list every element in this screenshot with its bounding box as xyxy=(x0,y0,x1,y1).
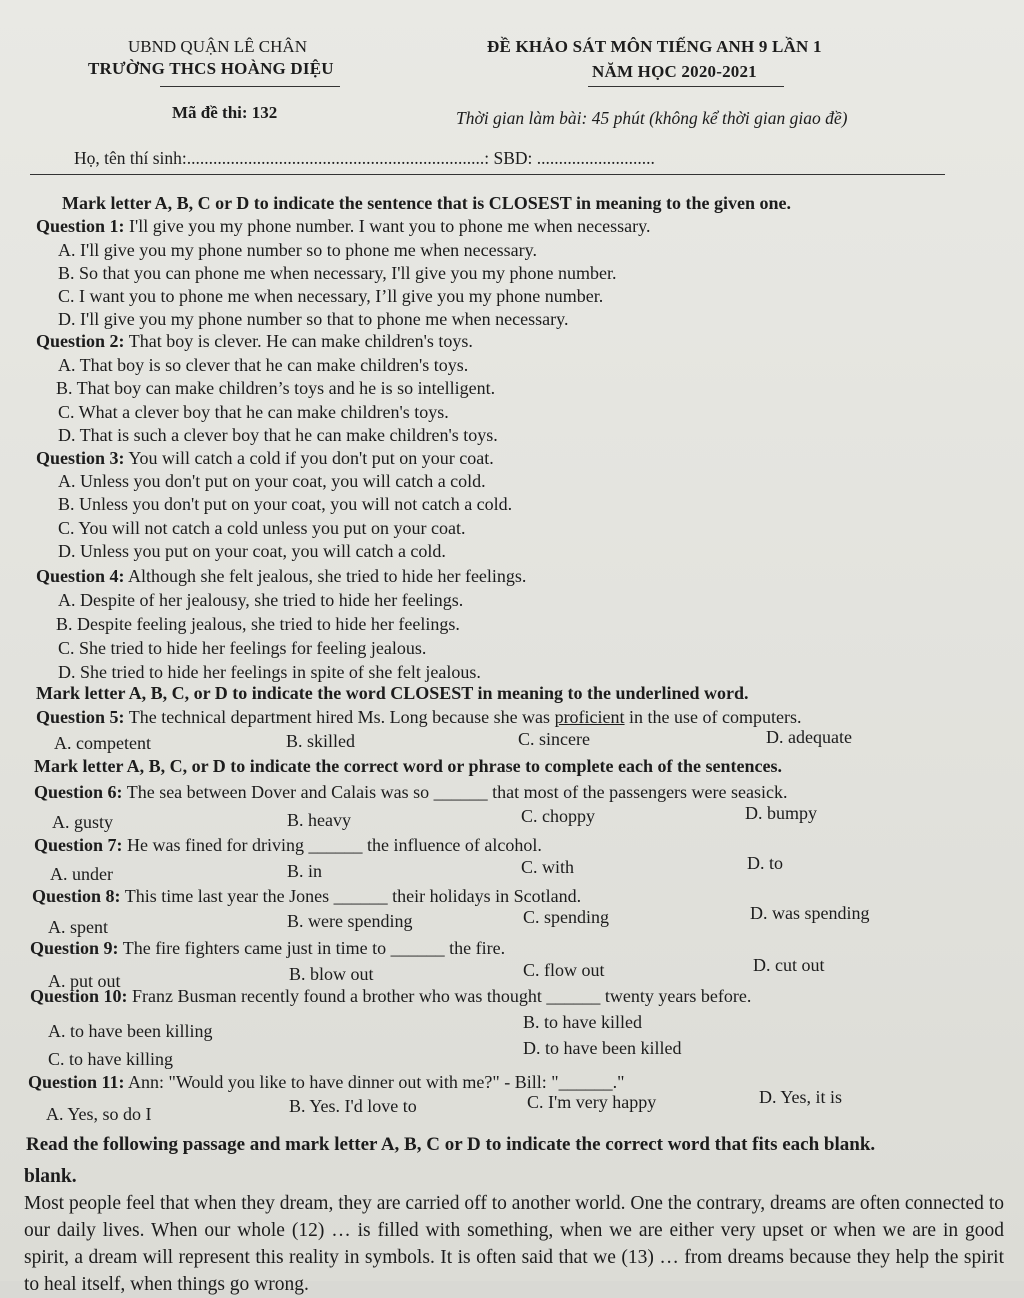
question-8: Question 8: This time last year the Jones ______ their holidays in Scotland. xyxy=(32,886,582,906)
option-1a[interactable]: A. I'll give you my phone number so to phone me when necessary. xyxy=(58,240,537,260)
option-10d[interactable]: D. to have been killed xyxy=(523,1038,682,1058)
option-4c[interactable]: C. She tried to hide her feelings for feeling jealous. xyxy=(58,638,427,658)
option-10c[interactable]: C. to have killing xyxy=(48,1049,173,1069)
question-9: Question 9: The fire fighters came just in time to ______ the fire. xyxy=(30,938,506,958)
option-2a[interactable]: A. That boy is so clever that he can make children's toys. xyxy=(58,355,469,375)
question-4: Question 4: Although she felt jealous, she tried to hide her feelings. xyxy=(36,566,527,586)
option-2c[interactable]: C. What a clever boy that he can make children's toys. xyxy=(58,402,449,422)
option-2d[interactable]: D. That is such a clever boy that he can make children's toys. xyxy=(58,425,498,445)
option-4a[interactable]: A. Despite of her jealousy, she tried to hide her feelings. xyxy=(58,590,464,610)
passage-heading-tail: blank. xyxy=(24,1166,77,1187)
option-10b[interactable]: B. to have killed xyxy=(523,1012,642,1032)
option-3a[interactable]: A. Unless you don't put on your coat, you will catch a cold. xyxy=(58,471,486,491)
section-instruction: Mark letter A, B, C, or D to indicate the correct word or phrase to complete each of the sentences. xyxy=(34,756,782,776)
question-11: Question 11: Ann: "Would you like to have dinner out with me?" - Bill: "______." xyxy=(28,1072,625,1092)
option-11a[interactable]: A. Yes, so do I xyxy=(46,1104,152,1124)
option-6b[interactable]: B. heavy xyxy=(287,810,351,830)
candidate-line: Họ, tên thí sinh:....................................................................: SBD: ........................... xyxy=(74,148,655,168)
option-7d[interactable]: D. to xyxy=(747,853,783,873)
department-name: UBND QUẬN LÊ CHÂN xyxy=(128,37,307,56)
option-5c[interactable]: C. sincere xyxy=(518,729,590,749)
option-9b[interactable]: B. blow out xyxy=(289,964,374,984)
question-1: Question 1: I'll give you my phone number. I want you to phone me when necessary. xyxy=(36,216,651,236)
option-8c[interactable]: C. spending xyxy=(523,907,610,927)
option-8a[interactable]: A. spent xyxy=(48,917,108,937)
underlined-word: proficient xyxy=(554,707,625,727)
option-6a[interactable]: A. gusty xyxy=(52,812,114,832)
exam-code: Mã đề thi: 132 xyxy=(172,103,278,122)
section-instruction: Mark letter A, B, C or D to indicate the sentence that is CLOSEST in meaning to the given one. xyxy=(62,193,791,213)
divider xyxy=(588,86,784,87)
section-instruction: Read the following passage and mark letter A, B, C or D to indicate the correct word that fits each blank. xyxy=(26,1134,876,1155)
option-11b[interactable]: B. Yes. I'd love to xyxy=(289,1096,417,1116)
passage-text: Most people feel that when they dream, they are carried off to another world. One the contrary, dreams are often connected to our daily lives. When our whole (12) … is filled with something, when we are either very upset or when we are in good spirit, a dream will represent this reality in symbols. It is often said that we (13) … from dreams because they help the spirit to heal itself, when things go wrong. xyxy=(24,1193,1004,1295)
option-11d[interactable]: D. Yes, it is xyxy=(759,1087,843,1107)
question-10: Question 10: Franz Busman recently found a brother who was thought ______ twenty years before. xyxy=(30,986,752,1006)
option-1c[interactable]: C. I want you to phone me when necessary, I’ll give you my phone number. xyxy=(58,286,604,306)
section-instruction: Mark letter A, B, C, or D to indicate the word CLOSEST in meaning to the underlined word. xyxy=(36,683,749,703)
option-11c[interactable]: C. I'm very happy xyxy=(527,1092,657,1112)
question-3: Question 3: You will catch a cold if you don't put on your coat. xyxy=(36,448,494,468)
divider xyxy=(160,86,340,87)
option-7a[interactable]: A. under xyxy=(50,864,113,884)
time-note: Thời gian làm bài: 45 phút (không kể thời gian giao đề) xyxy=(456,108,848,128)
option-8d[interactable]: D. was spending xyxy=(750,903,870,923)
option-7b[interactable]: B. in xyxy=(287,861,323,881)
option-4d[interactable]: D. She tried to hide her feelings in spite of she felt jealous. xyxy=(58,662,481,682)
question-7: Question 7: He was fined for driving ______ the influence of alcohol. xyxy=(34,835,542,855)
question-6: Question 6: The sea between Dover and Calais was so ______ that most of the passengers were seasick. xyxy=(34,782,788,802)
header-divider xyxy=(30,174,945,175)
reading-passage xyxy=(24,1163,1004,1298)
option-5b[interactable]: B. skilled xyxy=(286,731,356,751)
exam-title: ĐỀ KHẢO SÁT MÔN TIẾNG ANH 9 LẦN 1 xyxy=(487,37,822,56)
option-9c[interactable]: C. flow out xyxy=(523,960,605,980)
option-6c[interactable]: C. choppy xyxy=(521,806,595,826)
option-7c[interactable]: C. with xyxy=(521,857,575,877)
option-1b[interactable]: B. So that you can phone me when necessary, I'll give you my phone number. xyxy=(58,263,617,283)
option-2b[interactable]: B. That boy can make children’s toys and he is so intelligent. xyxy=(56,378,496,398)
question-2: Question 2: That boy is clever. He can make children's toys. xyxy=(36,331,473,351)
school-name: TRƯỜNG THCS HOÀNG DIỆU xyxy=(88,59,334,78)
option-1d[interactable]: D. I'll give you my phone number so that to phone me when necessary. xyxy=(58,309,569,329)
option-4b[interactable]: B. Despite feeling jealous, she tried to hide her feelings. xyxy=(56,614,460,634)
option-3d[interactable]: D. Unless you put on your coat, you will catch a cold. xyxy=(58,541,446,561)
option-5a[interactable]: A. competent xyxy=(54,733,151,753)
option-3b[interactable]: B. Unless you don't put on your coat, you will not catch a cold. xyxy=(58,494,513,514)
option-8b[interactable]: B. were spending xyxy=(287,911,413,931)
option-9d[interactable]: D. cut out xyxy=(753,955,825,975)
question-5: Question 5: The technical department hired Ms. Long because she was proficient in the use of computers. xyxy=(36,707,802,727)
option-9a[interactable]: A. put out xyxy=(48,971,121,991)
option-3c[interactable]: C. You will not catch a cold unless you put on your coat. xyxy=(58,518,466,538)
option-5d[interactable]: D. adequate xyxy=(766,727,852,747)
option-6d[interactable]: D. bumpy xyxy=(745,803,817,823)
option-10a[interactable]: A. to have been killing xyxy=(48,1021,213,1041)
school-year: NĂM HỌC 2020-2021 xyxy=(592,62,757,81)
